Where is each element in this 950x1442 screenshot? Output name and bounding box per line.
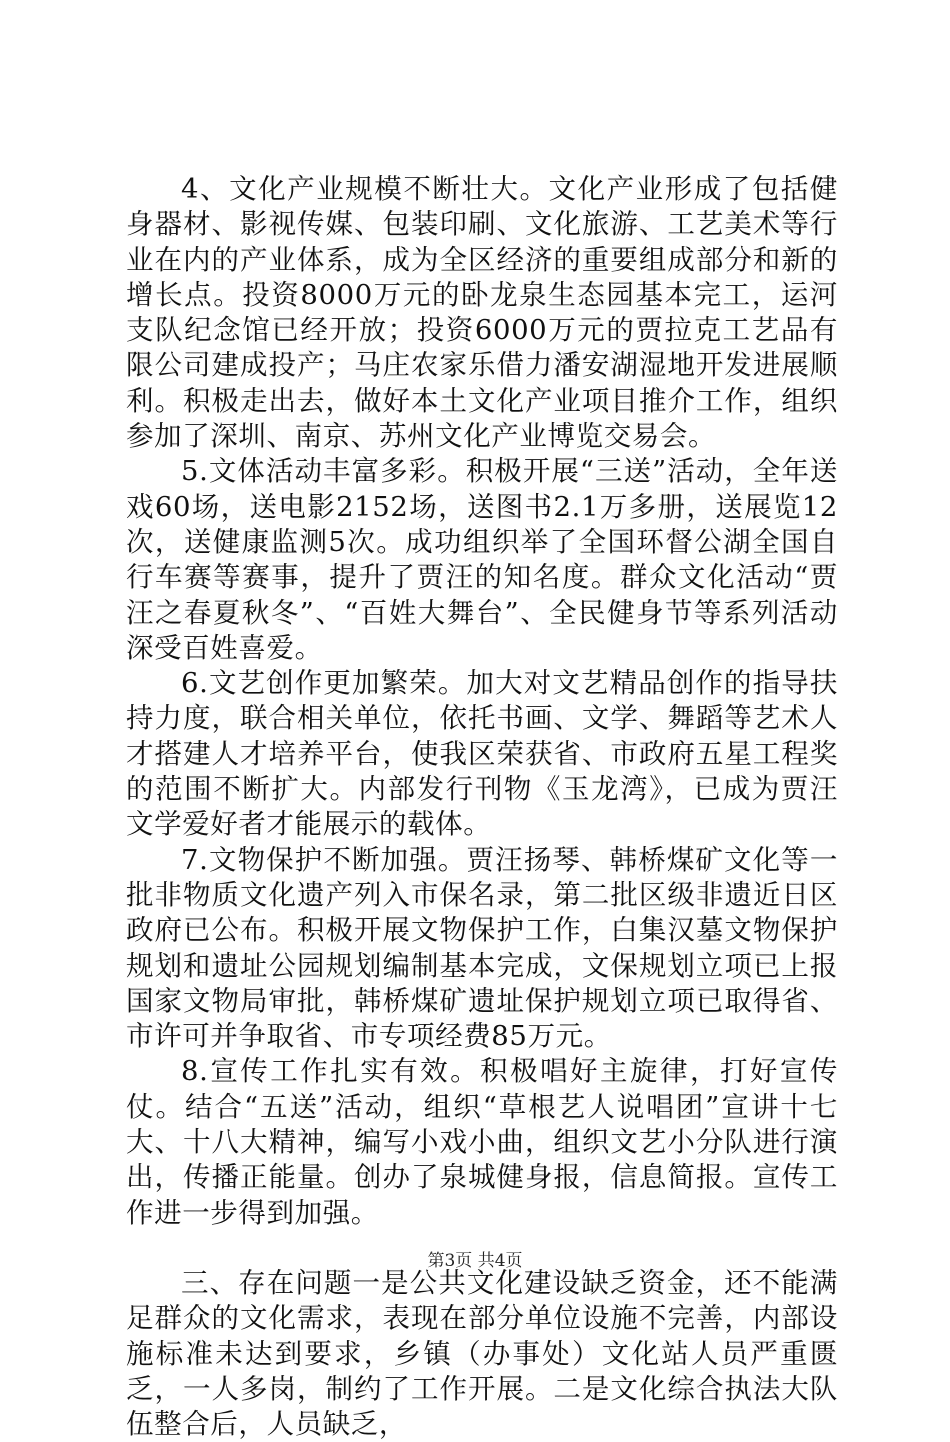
paragraph-publicity-work: 8.宣传工作扎实有效。积极唱好主旋律，打好宣传仗。结合“五送”活动，组织“草根艺人说唱团”宣讲十七大、十八大精神，编写小戏小曲，组织文艺小分队进行演出，传播正能量。创办了泉城健身报，信息简报。宣传工作进一步得到加强。: [126, 1055, 838, 1229]
paragraph-literary-creation: 6.文艺创作更加繁荣。加大对文艺精品创作的指导扶持力度，联合相关单位，依托书画、文学、舞蹈等艺术人才搭建人才培养平台，使我区荣获省、市政府五星工程奖的范围不断扩大。内部发行刊物《玉龙湾》，已成为贾汪文学爱好者才能展示的载体。: [126, 667, 838, 841]
paragraph-heritage-protection: 7.文物保护不断加强。贾汪扬琴、韩桥煤矿文化等一批非物质文化遗产列入市保名录，第二批区级非遗近日区政府已公布。积极开展文物保护工作，白集汉墓文物保护规划和遗址公园规划编制基本完成，文保规划立项已上报国家文物局审批，韩桥煤矿遗址保护规划立项已取得省、市许可并争取省、市专项经费85万元。: [126, 843, 838, 1053]
paragraph-sports-activities: 5.文体活动丰富多彩。积极开展“三送”活动，全年送戏60场，送电影2152场，送图书2.1万多册，送展览12次，送健康监测5次。成功组织举了全国环督公湖全国自行车赛等赛事，提升了贾汪的知名度。群众文化活动“贾汪之春夏秋冬”、“百姓大舞台”、全民健身节等系列活动深受百姓喜爱。: [126, 455, 838, 664]
paragraph-existing-problems: 三、存在问题一是公共文化建设缺乏资金，还不能满足群众的文化需求，表现在部分单位设施不完善，内部设施标准未达到要求，乡镇（办事处）文化站人员严重匮乏，一人多岗，制约了工作开展。二是文化综合执法大队伍整合后，人员缺乏，: [126, 1266, 838, 1441]
paragraph-cultural-industry: 4、文化产业规模不断壮大。文化产业形成了包括健身器材、影视传媒、包装印刷、文化旅游、工艺美术等行业在内的产业体系，成为全区经济的重要组成部分和新的增长点。投资8000万元的卧龙泉生态园基本完工，运河支队纪念馆已经开放；投资6000万元的贾拉克工艺品有限公司建成投产；马庄农家乐借力潘安湖湿地开发进展顺利。积极走出去，做好本土文化产业项目推介工作，组织参加了深圳、南京、苏州文化产业博览交易会。: [126, 173, 838, 453]
page-number-footer: 第3页 共4页: [427, 1251, 523, 1271]
